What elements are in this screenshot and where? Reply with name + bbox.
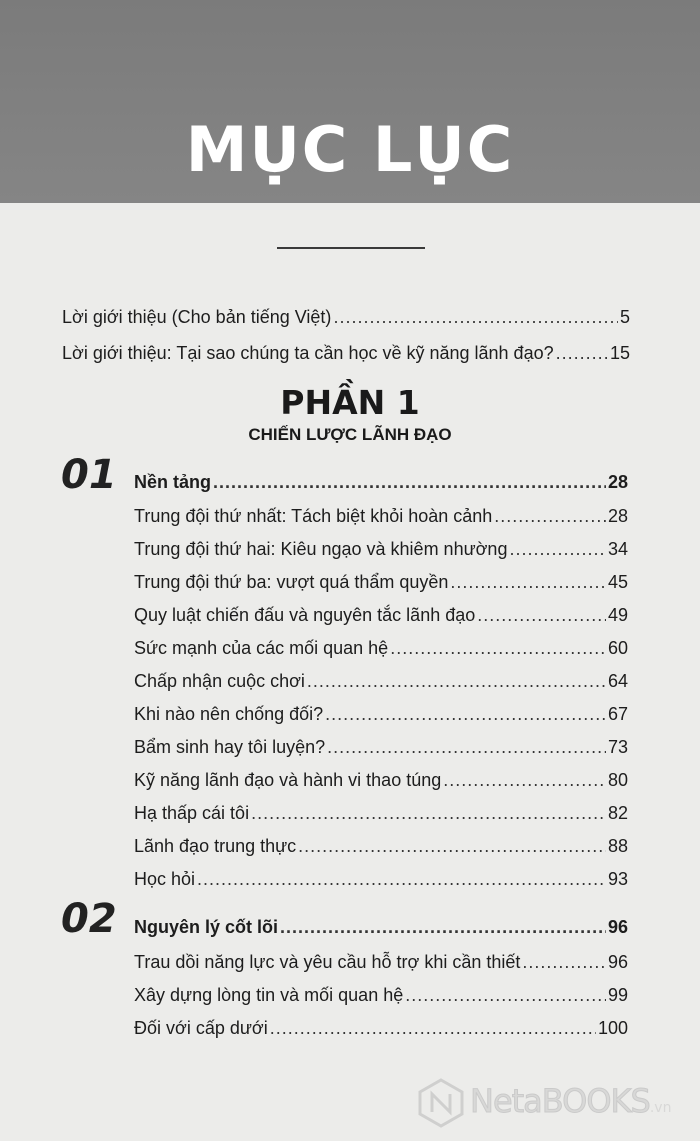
toc-entry[interactable] [62,307,630,333]
chapter-number: 01 [61,452,117,498]
dot-leader [327,737,606,758]
dot-leader [450,572,606,593]
dot-leader [197,869,606,890]
dot-leader [270,1018,596,1039]
toc-entry[interactable] [134,572,628,598]
toc-entry[interactable] [134,836,628,862]
toc-entry-page: 67 [607,704,628,724]
toc-entry-label: Lời giới thiệu: Tại sao chúng ta cần học về kỹ năng lãnh đạo? [62,343,554,363]
toc-entry[interactable] [134,539,628,565]
toc-entry[interactable] [134,952,628,978]
toc-entry-page: 100 [597,1018,628,1038]
toc-entry-page: 99 [607,985,628,1005]
chapter-title: Nền tảng [134,472,212,492]
toc-entry-page: 88 [607,836,628,856]
toc-entry-page: 93 [607,869,628,889]
toc-entry-label: Trung đội thứ hai: Kiêu ngạo và khiêm nhường [134,539,508,559]
part-heading: PHẦN 1 [280,383,420,422]
toc-entry-label: Khi nào nên chống đối? [134,704,324,724]
toc-entry-page: 60 [607,638,628,658]
dot-leader [477,605,606,626]
toc-entry-page: 82 [607,803,628,823]
toc-entry-page: 64 [607,671,628,691]
toc-entry-label: Hạ thấp cái tôi [134,803,250,823]
toc-entry-page: 49 [607,605,628,625]
dot-leader [556,343,608,364]
chapter-entry[interactable] [134,917,628,943]
toc-entry[interactable] [134,638,628,664]
toc-entry-label: Lời giới thiệu (Cho bản tiếng Việt) [62,307,332,327]
dot-leader [522,952,606,973]
dot-leader [307,671,606,692]
chapter-page: 96 [607,917,628,937]
dot-leader [325,704,606,725]
toc-entry[interactable] [134,869,628,895]
part-subheading: CHIẾN LƯỢC LÃNH ĐẠO [248,425,452,444]
toc-entry-label: Trung đội thứ ba: vượt quá thẩm quyền [134,572,449,592]
toc-entry-label: Xây dựng lòng tin và mối quan hệ [134,985,404,1005]
toc-entry[interactable] [134,770,628,796]
dot-leader [443,770,606,791]
toc-entry-page: 45 [607,572,628,592]
chapter-number: 02 [61,896,117,942]
toc-entry[interactable] [134,704,628,730]
dot-leader [390,638,606,659]
netabooks-logo-icon [418,1078,464,1128]
toc-entry-label: Quy luật chiến đấu và nguyên tắc lãnh đạo [134,605,476,625]
chapter-entry[interactable] [134,472,628,498]
toc-entry-label: Kỹ năng lãnh đạo và hành vi thao túng [134,770,442,790]
toc-entry[interactable] [134,985,628,1011]
toc-entry-label: Sức mạnh của các mối quan hệ [134,638,389,658]
toc-entry-page: 5 [619,307,630,327]
toc-entry-page: 15 [609,343,630,363]
dot-leader [494,506,606,527]
toc-entry[interactable] [134,737,628,763]
toc-entry-label: Chấp nhận cuộc chơi [134,671,305,691]
title-divider [277,247,425,249]
toc-entry-label: Lãnh đạo trung thực [134,836,297,856]
toc-entry-label: Trung đội thứ nhất: Tách biệt khỏi hoàn cảnh [134,506,493,526]
toc-entry[interactable] [134,671,628,697]
dot-leader [405,985,606,1006]
toc-entry-page: 73 [607,737,628,757]
dot-leader [280,917,606,938]
dot-leader [333,307,618,328]
toc-entry-page: 34 [607,539,628,559]
toc-entry-label: Đối với cấp dưới [134,1018,268,1038]
watermark-text: NetaBOOKS.vn [470,1082,672,1120]
dot-leader [509,539,606,560]
toc-entry[interactable] [134,605,628,631]
dot-leader [213,472,606,493]
chapter-title: Nguyên lý cốt lõi [134,917,279,937]
toc-entry-page: 80 [607,770,628,790]
dot-leader [251,803,606,824]
toc-entry-page: 28 [607,506,628,526]
toc-entry[interactable] [134,1018,628,1044]
toc-entry[interactable] [62,343,630,369]
toc-entry-label: Học hỏi [134,869,196,889]
toc-entry-page: 96 [607,952,628,972]
watermark [418,1074,688,1134]
page-title: MỤC LỤC [185,113,515,186]
toc-entry-label: Trau dồi năng lực và yêu cầu hỗ trợ khi cần thiết [134,952,521,972]
toc-entry-label: Bẩm sinh hay tôi luyện? [134,737,326,757]
toc-entry[interactable] [134,506,628,532]
chapter-page: 28 [607,472,628,492]
toc-entry[interactable] [134,803,628,829]
dot-leader [298,836,606,857]
